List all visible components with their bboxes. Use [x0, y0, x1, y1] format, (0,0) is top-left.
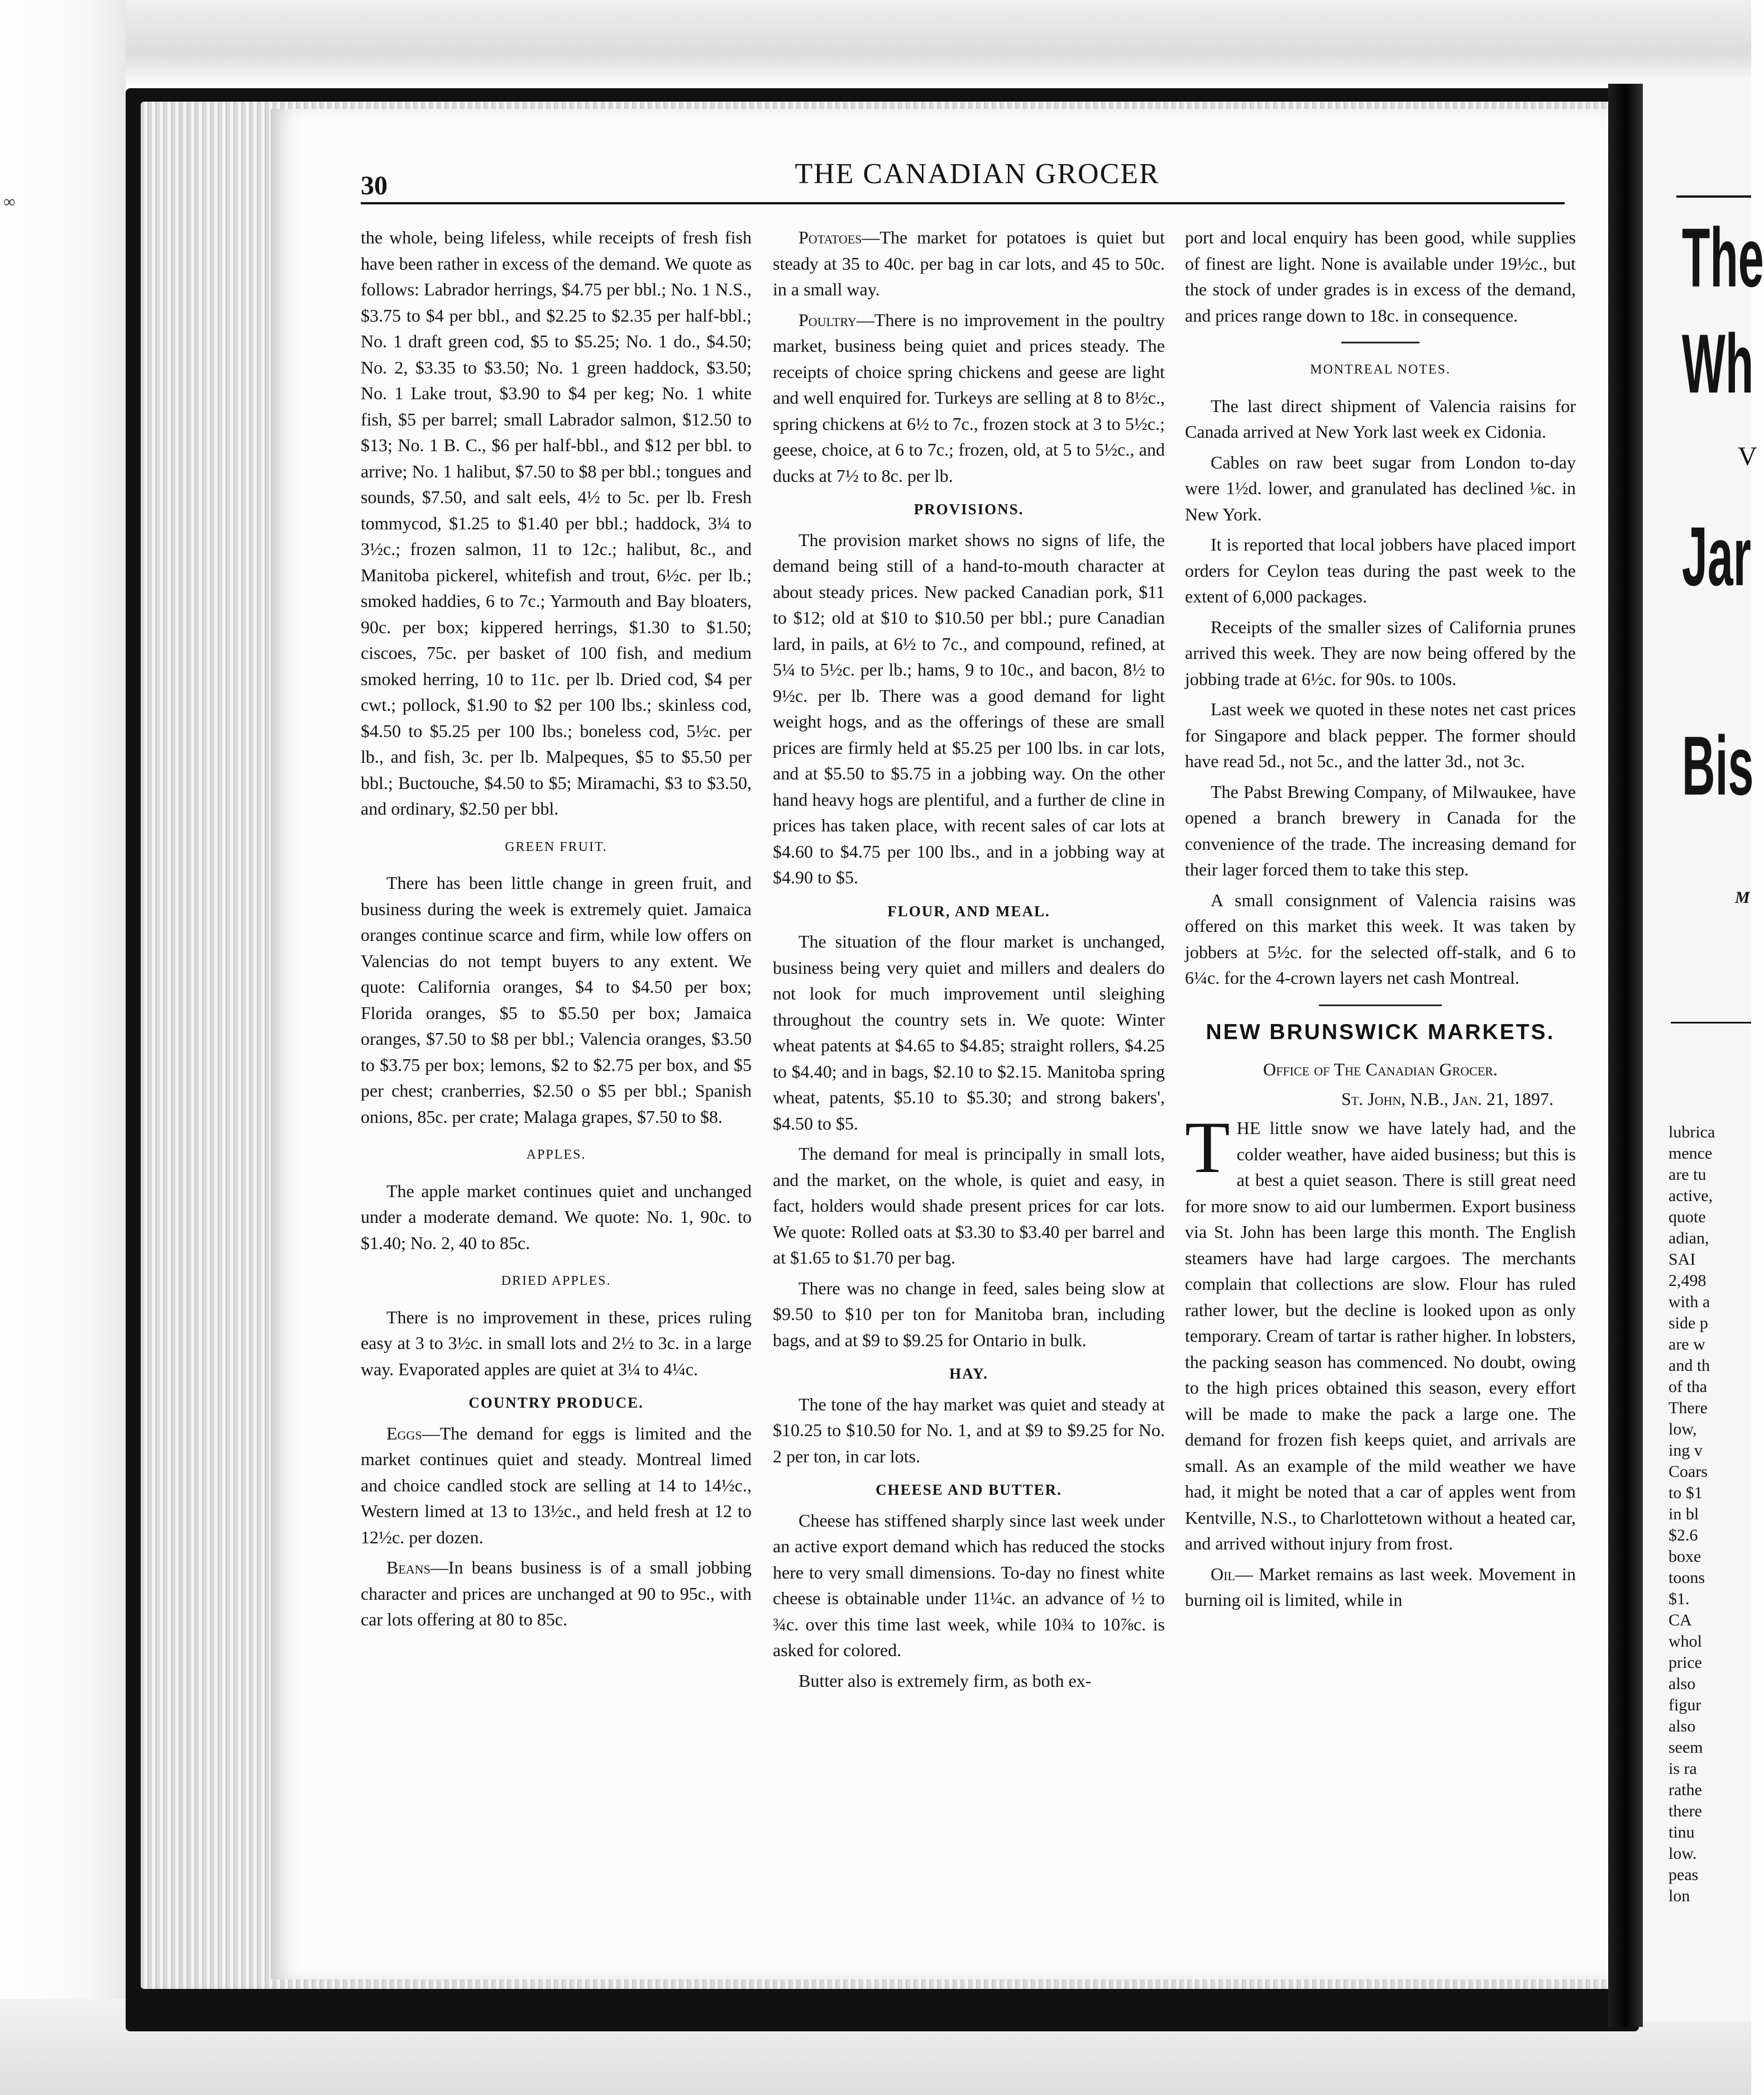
- adjacent-page-rule-2: [1671, 1022, 1751, 1023]
- adjacent-page-fragment: Coars: [1669, 1462, 1708, 1481]
- prunes-paragraph: Receipts of the smaller sizes of California prunes arrived this week. They are now being offered by the jobbing trade at 6½c. for 90s. to 100s.: [1185, 616, 1576, 689]
- flour-paragraph: The situation of the flour market is unchanged, business being very quiet and millers and dealers do not look for much improvement until sleighing throughout the country sets in. We quote: Winter wheat patents at $4.65 to $4.85; straight rollers, $4.25 to $4.40; and in bags, $2.10 to $2.15. Manitoba spring wheat, patents, $5.10 to $5.30; and strong bakers', $4.50 to $5.: [773, 931, 1165, 1133]
- adjacent-page-fragment: in bl: [1669, 1505, 1699, 1523]
- section-divider: [1341, 342, 1419, 343]
- new-brunswick-heading: NEW BRUNSWICK MARKETS.: [1206, 1020, 1555, 1044]
- fish-paragraph: the whole, being lifeless, while receipts of fresh fish have been rather in excess of the demand. We quote as follows: Labrador herrings, $4.75 per bbl.; No. 1 N.S., $3.75 to $4 per bbl., and $2.25 to $2.35 per half-bbl.; No. 1 draft green cod, $5 to $5.25; No. 1 do., $4.50; No. 2, $3.35 to $3.50; No. 1 green haddock, $3.50; No. 1 Lake trout, $3.90 to $4 per keg; No. 1 white fish, $5 per barrel; small Labrador salmon, $12.50 to $13; No. 1 B. C., $6 per half-bbl., and $12 per bbl. to arrive; No. 1 halibut, $7.50 to $8 per bbl.; tongues and sounds, $7.50, and salt eels, 4½ to 5c. per lb. Fresh tommycod, $1.25 to $1.40 per bbl.; haddock, 3¼ to 3½c.; frozen salmon, 11 to 12c.; halibut, 8c., and Manitoba pickerel, whitefish and trout, 6½c. per lb.; smoked haddies, 6 to 7c.; Yarmouth and Bay bloaters, 90c. per box; kippered herrings, $1.30 to $1.50; ciscoes, 75c. per basket of 100 fish, and medium smoked herring, 10 to 11c. per lb. Dried cod, $4 per cwt.; pollock, $1.90 to $2 per 100 lbs.; skinless cod, $4.50 to $5.25 per 100 lbs.; boneless cod, 5½c. per lb., and fish, 3c. per lb. Malpeques, $5 to $5.50 per bbl.; Buctouche, $4.50 to $5; Miramachi, $3 to $3.50, and ordinary, $2.50 per bbl.: [361, 227, 752, 819]
- butter-paragraph: Butter also is extremely firm, as both ex-: [799, 1670, 1092, 1691]
- advert-line-4: Bis: [1682, 719, 1754, 812]
- oil-lead: Oil: [1211, 1563, 1235, 1584]
- running-title: THE CANADIAN GROCER: [795, 158, 1160, 190]
- date-line: St. John, N.B., Jan. 21, 1897.: [1341, 1088, 1553, 1109]
- valencia-raisins-paragraph: A small consignment of Valencia raisins was offered on this market this week. It was taken by jobbers at 5½c. for the selected off-stalk, and 6 to 6¼c. for the 4-crown layers net cash Montreal.: [1185, 889, 1576, 988]
- section-divider-2: [1319, 1005, 1442, 1006]
- adjacent-page-fragment: seem: [1669, 1738, 1703, 1757]
- potatoes-paragraph: [773, 224, 1165, 303]
- adjacent-page-fragment: there: [1669, 1802, 1702, 1820]
- adjacent-page-fragment: low,: [1669, 1420, 1697, 1438]
- adjacent-page-rule: [1676, 195, 1751, 198]
- adjacent-page-fragment: ing v: [1669, 1441, 1703, 1460]
- pabst-brewery-paragraph: The Pabst Brewing Company, of Milwaukee, have opened a branch brewery in Canada for the convenience of the trade. The increasing demand for their lager forced them to take this step.: [1185, 781, 1576, 879]
- margin-mark: ∞: [3, 193, 16, 211]
- adjacent-page-fragment: are w: [1669, 1335, 1705, 1353]
- column-1: [361, 224, 752, 1633]
- scan-background-left: [0, 0, 126, 2095]
- montreal-notes-heading: MONTREAL NOTES.: [1310, 362, 1451, 377]
- adjacent-page-fragment: and th: [1669, 1356, 1710, 1375]
- ceylon-teas-paragraph: It is reported that local jobbers have placed import orders for Ceylon teas during the past week to the extent of 6,000 packages.: [1185, 534, 1576, 606]
- new-brunswick-paragraph: [1185, 1106, 1576, 1557]
- provisions-heading: PROVISIONS.: [914, 501, 1024, 518]
- adjacent-page-fragment: toons: [1669, 1568, 1705, 1587]
- potatoes-text: —The market for potatoes is quiet but steady at 35 to 40c. per bag in car lots, and 45 to 50c. in a small way.: [773, 227, 1165, 299]
- adjacent-page-fragment: to $1: [1669, 1484, 1703, 1502]
- adjacent-page-fragment: boxe: [1669, 1547, 1701, 1566]
- beans-paragraph: [361, 1554, 752, 1633]
- pepper-correction-paragraph: Last week we quoted in these notes net cast prices for Singapore and black pepper. The former should have read 5d., not 5c., and the latter 3d., not 3c.: [1185, 699, 1576, 771]
- meal-paragraph: The demand for meal is principally in small lots, and the market, on the whole, is quiet and easy, in fact, holders would shade present prices for car lots. We quote: Rolled oats at $3.30 to $3.40 per barrel and at $1.65 to $1.70 per bag.: [773, 1144, 1165, 1267]
- dried-apples-paragraph: There is no improvement in these, prices ruling easy at 3 to 3½c. in small lots and 2½ to 3c. in a large way. Evaporated apples are quiet at 3¼ to 4¼c.: [361, 1307, 752, 1379]
- oil-text: — Market remains as last week. Movement in burning oil is limited, while in: [1185, 1563, 1576, 1610]
- green-fruit-heading: GREEN FRUIT.: [505, 839, 608, 854]
- dried-apples-heading: DRIED APPLES.: [501, 1274, 611, 1288]
- advert-line-3: Jar: [1682, 509, 1751, 603]
- header-rule: [361, 202, 1565, 204]
- eggs-lead: Eggs: [386, 1423, 422, 1443]
- advert-small-v: V: [1738, 442, 1757, 471]
- butter-continued-paragraph: port and local enquiry has been good, while supplies of finest are light. None is available under 19½c., but the stock of under grades is in excess of the demand, and prices range down to 18c. in consequence.: [1185, 227, 1576, 326]
- adjacent-page-fragment: whol: [1669, 1632, 1702, 1651]
- adjacent-page-fragment: is ra: [1669, 1759, 1697, 1778]
- adjacent-page-fragment: SAI: [1669, 1250, 1696, 1269]
- adjacent-page-fragment: adian,: [1669, 1229, 1709, 1247]
- green-fruit-paragraph: There has been little change in green fruit, and business during the week is extremely quiet. Jamaica oranges continue scarce and firm, while low offers on Valencias do not tempt buyers to any extent. We quote: California oranges, $4 to $4.50 per box; Florida oranges, $5 to $5.50 per box; Jamaica oranges, $7.50 to $8 per bbl.; Valencia oranges, $3.50 to $3.75 per box; lemons, $2 to $2.75 per box, and $5 per chest; cranberries, $2.50 o $5 per bbl.; Spanish onions, 85c. per crate; Malaga grapes, $7.50 to $8.: [361, 873, 752, 1127]
- scan-background-top: [0, 0, 1751, 89]
- adjacent-page-fragment: price: [1669, 1653, 1702, 1672]
- eggs-text: —The demand for eggs is limited and the market continues quiet and steady. Montreal limed and choice candled stock are selling at 14 to 14½c., Western limed at 13 to 13½c., and held fresh at 12 to 12½c. per dozen.: [361, 1423, 752, 1547]
- cheese-butter-heading: CHEESE AND BUTTER.: [876, 1481, 1062, 1498]
- provisions-paragraph: The provision market shows no signs of life, the demand being still of a hand-to-mouth character at about steady prices. New packed Canadian pork, $11 to $12; old at $10 to $10.50 per bbl.; pure Canadian lard, in pails, at 6½ to 7c., and compound, refined, at 5¼ to 5½c. per lb.; hams, 9 to 10c., and bacon, 8½ to 9½c. per lb. There was a good demand for light weight hogs, and as the offerings of these are small prices are firmly held at $5.25 per 100 lbs. in car lots, and at $5.50 to $5.75 in a jobbing way. On the other hand heavy hogs are plentiful, and a further de cline in prices has taken place, with recent sales of car lots at $4.60 to $4.75 per 100 lbs., and in a jobbing way at $4.90 to $5.: [773, 529, 1165, 887]
- office-line: Office of The Canadian Grocer.: [1263, 1059, 1498, 1079]
- feed-paragraph: There was no change in feed, sales being slow at $9.50 to $10 per ton for Manitoba bran, including bags, and at $9 to $9.25 for Ontario in bulk.: [773, 1278, 1165, 1350]
- valencia-shipment-paragraph: The last direct shipment of Valencia raisins for Canada arrived at New York last week ex Cidonia.: [1185, 395, 1576, 442]
- cheese-paragraph: Cheese has stiffened sharply since last week under an active export demand which has reduced the stocks here to very small dimensions. To-day no finest white cheese is obtainable under 11¼c. an advance of ½ to ¾c. over this time last week, while 10¾ to 10⅞c. is asked for colored.: [773, 1510, 1165, 1660]
- adjacent-page: [1643, 78, 1764, 2021]
- eggs-paragraph: [361, 1420, 752, 1551]
- adjacent-page-fragment: 2,498: [1669, 1271, 1706, 1290]
- adjacent-page-fragment: $2.6: [1669, 1526, 1698, 1544]
- new-brunswick-text: HE little snow we have lately had, and the colder weather, have aided business; but this is at best a quiet season. There is still great need for more snow to aid our lumbermen. Export business via St. John has been large this month. The English steamers have had large cargoes. The merchants complain that collections are slow. Flour has ruled rather lower, but the decline is looked upon as only temporary. Cream of tartar is rather higher. In lobsters, the packing season has commenced. No doubt, owing to the high prices obtained this season, every effort will be made to make the pack a large one. The demand for frozen fish keeps quiet, and arrivals are small. As an example of the mild weather we have had, it might be noted that a car of apples went from Kentville, N.S., to Charlottetown without a heated car, and arrived without injury from frost.: [1185, 1118, 1576, 1553]
- adjacent-page-fragment: $1.: [1669, 1590, 1690, 1608]
- apples-paragraph: The apple market continues quiet and unchanged under a moderate demand. We quote: No. 1, 90c. to $1.40; No. 2, 40 to 85c.: [361, 1180, 752, 1253]
- column-3: [1185, 224, 1576, 1613]
- adjacent-page-fragment: of tha: [1669, 1377, 1708, 1396]
- advert-line-1: The: [1682, 211, 1764, 304]
- adjacent-page-fragment: quote: [1669, 1208, 1706, 1226]
- beet-sugar-paragraph: Cables on raw beet sugar from London to-day were 1½d. lower, and granulated has declined ⅛c. in New York.: [1185, 452, 1576, 524]
- adjacent-page-fragment: figur: [1669, 1696, 1701, 1714]
- book-gutter: [1608, 84, 1643, 2027]
- adjacent-page-fragment: rathe: [1669, 1781, 1702, 1799]
- poultry-text: —There is no improvement in the poultry market, business being quiet and prices steady. The receipts of choice spring chickens and geese are light and well enquired for. Turkeys are selling at 8 to 8½c., spring chickens at 6½ to 7c., frozen stock at 3 to 5½c.; geese, choice, at 6 to 7c.; frozen, old, at 5 to 5½c., and ducks at 7½ to 8c. per lb.: [773, 309, 1165, 486]
- adjacent-page-fragment: active,: [1669, 1187, 1713, 1205]
- adjacent-page-fragment: There: [1669, 1399, 1708, 1417]
- adjacent-page-fragment: lubrica: [1669, 1123, 1715, 1141]
- country-produce-heading: COUNTRY PRODUCE.: [469, 1394, 644, 1411]
- page-number: 30: [361, 171, 388, 200]
- drop-cap: T: [1185, 1106, 1230, 1188]
- flour-heading: FLOUR, AND MEAL.: [887, 902, 1050, 920]
- hay-paragraph: The tone of the hay market was quiet and steady at $10.25 to $10.50 for No. 1, and at $9 to $9.25 for No. 2 per ton, in car lots.: [773, 1394, 1165, 1466]
- potatoes-lead: Potatoes: [799, 227, 862, 247]
- adjacent-page-fragment: peas: [1669, 1866, 1699, 1884]
- adjacent-page-fragment: low.: [1669, 1844, 1697, 1863]
- adjacent-page-fragment: mence: [1669, 1144, 1713, 1163]
- hay-heading: HAY.: [949, 1365, 988, 1382]
- adjacent-page-fragment: also: [1669, 1717, 1696, 1735]
- beans-lead: Beans: [386, 1557, 431, 1577]
- adjacent-page-fragment: also: [1669, 1675, 1696, 1693]
- adjacent-page-fragment: side p: [1669, 1314, 1708, 1332]
- advert-small-m: M: [1735, 888, 1750, 907]
- adjacent-page-fragment: lon: [1669, 1887, 1690, 1905]
- adjacent-page-fragment: tinu: [1669, 1823, 1695, 1842]
- apples-heading: APPLES.: [526, 1147, 586, 1162]
- advert-line-2: Wh: [1682, 317, 1754, 410]
- poultry-paragraph: [773, 307, 1165, 489]
- poultry-lead: Poultry: [799, 309, 857, 330]
- beans-text: —In beans business is of a small jobbing character and prices are unchanged at 90 to 95c., with car lots offering at 80 to 85c.: [361, 1557, 752, 1629]
- adjacent-page-fragment: are tu: [1669, 1165, 1706, 1184]
- adjacent-page-fragment: CA: [1669, 1611, 1692, 1629]
- adjacent-page-fragment: with a: [1669, 1293, 1710, 1311]
- column-2: [773, 224, 1165, 1694]
- oil-paragraph: [1185, 1561, 1576, 1613]
